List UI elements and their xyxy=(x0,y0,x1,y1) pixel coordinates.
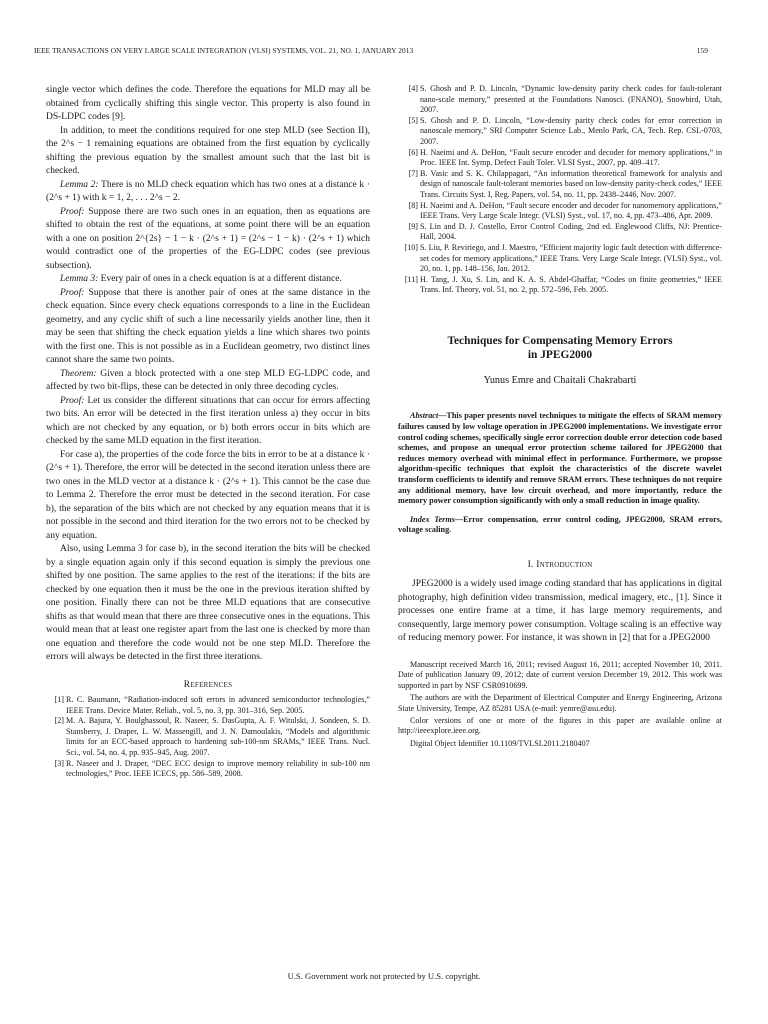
right-column xyxy=(398,84,722,749)
reference-number: [2] xyxy=(54,716,64,726)
reference-text: M. A. Bajura, Y. Boulghassoul, R. Naseer, S. DasGupta, A. F. Witulski, J. Sondeen, S. D. Stansberry, J. Draper, L. W. Massengill, and J. N. Damoulakis, “Models and algorithmic limits for an ECC-based approach to hardening sub-100-nm SRAMs,” IEEE Trans. Nucl. Sci., vol. 54, no. 4, pp. 935–945, Aug. 2007. xyxy=(66,716,370,757)
references-list-right xyxy=(398,84,722,296)
paragraph-introduction: JPEG2000 is a widely used image coding standard that has applications in digital photography, high definition video transmission, medical imagery, etc., [1]. Since it processes one entire frame at a time, it has large memory requirements, and consequently, large memory power consumption. Voltage scaling is an effective way of reducing memory power. For instance, it was shown in [2] that for a JPEG2000 xyxy=(398,579,722,644)
proof-2-text: Suppose that there is another pair of ones at the same distance in the check equation. Since every check equations corresponds to a line in the Euclidean geometry, and any cyclic shift of such a line necessarily yields another line, then it may be seen that shifting the check equation yields a line which shares two points with the first one. This is not possible as in a Euclidean geometry, two distinct lines cannot share the same two points. xyxy=(46,287,370,365)
paper-title xyxy=(398,334,722,362)
proof-3-label: Proof: xyxy=(60,395,85,406)
paragraph-continued: single vector which defines the code. Therefore the equations for MLD may all be obtained from cyclically shifting this single vector. This property is also found in DS-LDPC codes [9]. xyxy=(46,85,370,122)
lemma-3-label: Lemma 3: xyxy=(60,274,99,284)
page-number: 159 xyxy=(696,46,708,55)
theorem xyxy=(46,368,370,395)
reference-number: [4] xyxy=(408,84,418,93)
reference-number: [6] xyxy=(408,147,418,157)
reference-item xyxy=(398,169,722,201)
abstract-label: Abstract xyxy=(410,411,439,421)
footnote-color: Color versions of one or more of the figures in this paper are available online at http://ieeexplore.ieee.org. xyxy=(398,715,722,736)
reference-text: S. Lin and D. J. Costello, Error Control Coding, 2nd ed. Englewood Cliffs, NJ: Prentice-Hall, 2004. xyxy=(420,221,722,242)
proof-1 xyxy=(46,206,370,274)
reference-item xyxy=(46,759,370,780)
lemma-2 xyxy=(46,179,370,206)
footnote-authors: The authors are with the Department of Electrical Computer and Energy Engineering, Arizona State University, Tempe, AZ 85281 USA (e-mail: yemre@asu.edu). xyxy=(398,693,722,713)
references-list-left xyxy=(46,695,370,780)
left-column xyxy=(46,84,370,780)
paragraph-conditions: In addition, to meet the conditions required for one step MLD (see Section II), the 2^s − 1 remaining equations are obtained from the first equation by cyclically shifting the previous equation by the smallest amount such that the last bit is checked. xyxy=(46,125,370,176)
reference-number: [3] xyxy=(54,758,64,768)
theorem-text: Given a block protected with a one step MLD EG-LDPC code, and affected by two bit-flips, these can be detected in only three decoding cycles. xyxy=(46,368,370,392)
reference-number: [9] xyxy=(408,221,418,231)
reference-text: H. Naeimi and A. DeHon, “Fault secure encoder and decoder for memory applications,” in Proc. IEEE Int. Symp. Defect Fault Toler. VLSI Syst., 2007, pp. 409–417. xyxy=(420,147,722,168)
reference-number: [10] xyxy=(404,242,418,252)
section-heading-introduction: I. Introduction xyxy=(527,558,593,570)
reference-number: [5] xyxy=(408,115,418,125)
proof-1-label: Proof: xyxy=(60,206,85,217)
reference-item xyxy=(46,695,370,716)
proof-2 xyxy=(46,287,370,368)
reference-number: [7] xyxy=(408,168,418,178)
index-terms-text: —Error compensation, error control coding, JPEG2000, SRAM errors, voltage scaling. xyxy=(398,514,722,535)
index-terms-label: Index Terms xyxy=(410,514,455,524)
reference-item xyxy=(398,148,722,169)
paragraph-also: Also, using Lemma 3 for case b), in the second iteration the bits will be checked by a single equation again only if this second equation is simply the previous one shifted by one position. The same applies to the rest of the iterations: if the bits are checked by one equation then it must be the one in the previous iteration shifted by one position. Finally there can not be three MLD equations that are consecutive shifts as that would mean that there are three consecutive ones in the equations. This would mean that at least one register apart from the last one is checked by more than one equation and therefore the code would not be one step MLD. Therefore the errors will always be detected in the first three iterations. xyxy=(46,544,370,662)
authors: Yunus Emre and Chaitali Chakrabarti xyxy=(483,374,637,386)
reference-item xyxy=(398,84,722,116)
abstract xyxy=(398,411,722,506)
lemma-3-text: Every pair of ones in a check equation is at a different distance. xyxy=(98,274,342,284)
reference-item xyxy=(398,275,722,296)
paper-title-line-2: in JPEG2000 xyxy=(527,348,593,361)
reference-item xyxy=(398,201,722,222)
reference-text: S. Ghosh and P. D. Lincoln, “Low-density parity check codes for error correction in nanoscale memory,” SRI Computer Science Lab., Menlo Park, CA, Tech. Rep. CSL-0703, 2007. xyxy=(420,115,722,146)
reference-number: [8] xyxy=(408,200,418,210)
proof-2-label: Proof: xyxy=(60,287,85,298)
proof-3-text: Let us consider the different situations that can occur for errors affecting two bits. An error will be detected in the first iteration unless a) they occur in bits which are not checked by any equation, or b) both errors occur in bits which are checked by the same MLD equation in the first iteration. xyxy=(46,395,370,446)
footnote-doi: Digital Object Identifier 10.1109/TVLSI.2011.2180407 xyxy=(410,738,590,748)
reference-text: R. Naseer and J. Draper, “DEC ECC design to improve memory reliability in sub-100 nm technologies,” Proc. IEEE ICECS, pp. 586–589, 2008. xyxy=(66,758,370,779)
footnote-block xyxy=(398,660,722,749)
reference-text: H. Tang, J. Xu, S. Lin, and K. A. S. Abdel-Ghaffar, “Codes on finite geometries,” IEEE Trans. Inf. Theory, vol. 51, no. 2, pp. 572–596, Feb. 2005. xyxy=(420,274,722,295)
reference-text: H. Naeimi and A. DeHon, “Fault secure encoder and decoder for nanomemory applications,” IEEE Trans. Very Large Scale Integr. (VLSI) Syst., vol. 17, no. 4, pp. 473–486, Apr. 2009. xyxy=(420,200,722,221)
footnote-manuscript: Manuscript received March 16, 2011; revised August 16, 2011; accepted November 10, 2011. Date of publication January 09, 2012; date of current version December 19, 2012. This work was supported in part by NSF CSR0910699. xyxy=(398,659,722,690)
paragraph-case-a: For case a), the properties of the code force the bits in error to be at a distance k · (2^s + 1). Therefore, the error will be detected in the second iteration unless there are two ones in the MLD vector at a distance k · (2^s + 1). This cannot be the case due to Lemma 2. Therefore the error must be detected in the second iteration. For case b), the separation of the bits which are not checked by any equation means that it is not possible in the second and third iteration for the two errors not to be checked by any equation. xyxy=(46,449,370,541)
references-heading: References xyxy=(183,679,233,690)
lemma-3 xyxy=(46,273,370,287)
reference-item xyxy=(398,222,722,243)
index-terms xyxy=(398,515,722,536)
reference-item xyxy=(46,716,370,758)
reference-text: S. Ghosh and P. D. Lincoln, “Dynamic low-density parity check codes for fault-tolerant nano-scale memory,” presented at the Foundations Nanosci. (FNANO), Snowbird, Utah, 2007. xyxy=(420,84,722,115)
paper-title-line-1: Techniques for Compensating Memory Errors xyxy=(447,334,673,347)
reference-item xyxy=(398,243,722,275)
reference-text: B. Vasic and S. K. Chilappagari, “An information theoretical framework for analysis and design of nanoscale fault-tolerant memories based on low-density parity-check codes,” IEEE Trans. Circuits Syst. I, Reg. Papers, vol. 54, no. 11, pp. 2438–2446, Nov. 2007. xyxy=(420,168,722,199)
lemma-2-label: Lemma 2: xyxy=(60,179,99,190)
copyright-note: U.S. Government work not protected by U.S. copyright. xyxy=(287,971,481,981)
abstract-text: —This paper presents novel techniques to mitigate the effects of SRAM memory failures caused by low voltage operation in JPEG2000 implementations. We investigate error control coding schemes, specifically single error correction double error detection code based schemes, and propose an unequal error protection scheme tailored for JPEG2000 that reduces memory overhead with minimal effect in performance. Furthermore, we propose algorithm-specific techniques that exploit the characteristics of the discrete wavelet transform coefficients to identify and remove SRAM errors. These techniques do not require any additional memory, have low circuit overhead, and more importantly, reduce the memory power consumption significantly with only a small reduction in image quality. xyxy=(398,411,722,506)
lemma-2-text: There is no MLD check equation which has two ones at a distance k · (2^s + 1) with k = 1, 2, . . . 2^s − 2. xyxy=(46,179,370,203)
theorem-label: Theorem: xyxy=(60,368,97,379)
running-header xyxy=(34,46,708,58)
reference-item xyxy=(398,116,722,148)
reference-number: [1] xyxy=(54,695,64,704)
proof-3 xyxy=(46,395,370,449)
journal-name: IEEE TRANSACTIONS ON VERY LARGE SCALE INTEGRATION (VLSI) SYSTEMS, VOL. 21, NO. 1, JANUARY 2013 xyxy=(34,46,414,55)
proof-1-text: Suppose there are two such ones in an equation, then as equations are shifted to obtain the rest of the equations, at some point there will be an equation with a one on position 2^{2s} − 1 − k · (2^s + 1) = (2^s − 1 − k) · (2^s + 1) which would contradict one of the properties of the EG-LDPC codes (see previous subsection). xyxy=(46,206,370,271)
reference-text: R. C. Baumann, “Radiation-induced soft errors in advanced semiconductor technologies,” IEEE Trans. Device Mater. Reliab., vol. 5, no. 3, pp. 301–316, Sep. 2005. xyxy=(66,695,370,715)
reference-text: S. Liu, P. Reviriego, and J. Maestro, “Efficient majority logic fault detection with difference-set codes for memory applications,” IEEE Trans. Very Large Scale Integr. (VLSI) Syst., vol. 20, no. 1, pp. 148–156, Jan. 2012. xyxy=(420,242,722,274)
reference-number: [11] xyxy=(404,274,418,284)
